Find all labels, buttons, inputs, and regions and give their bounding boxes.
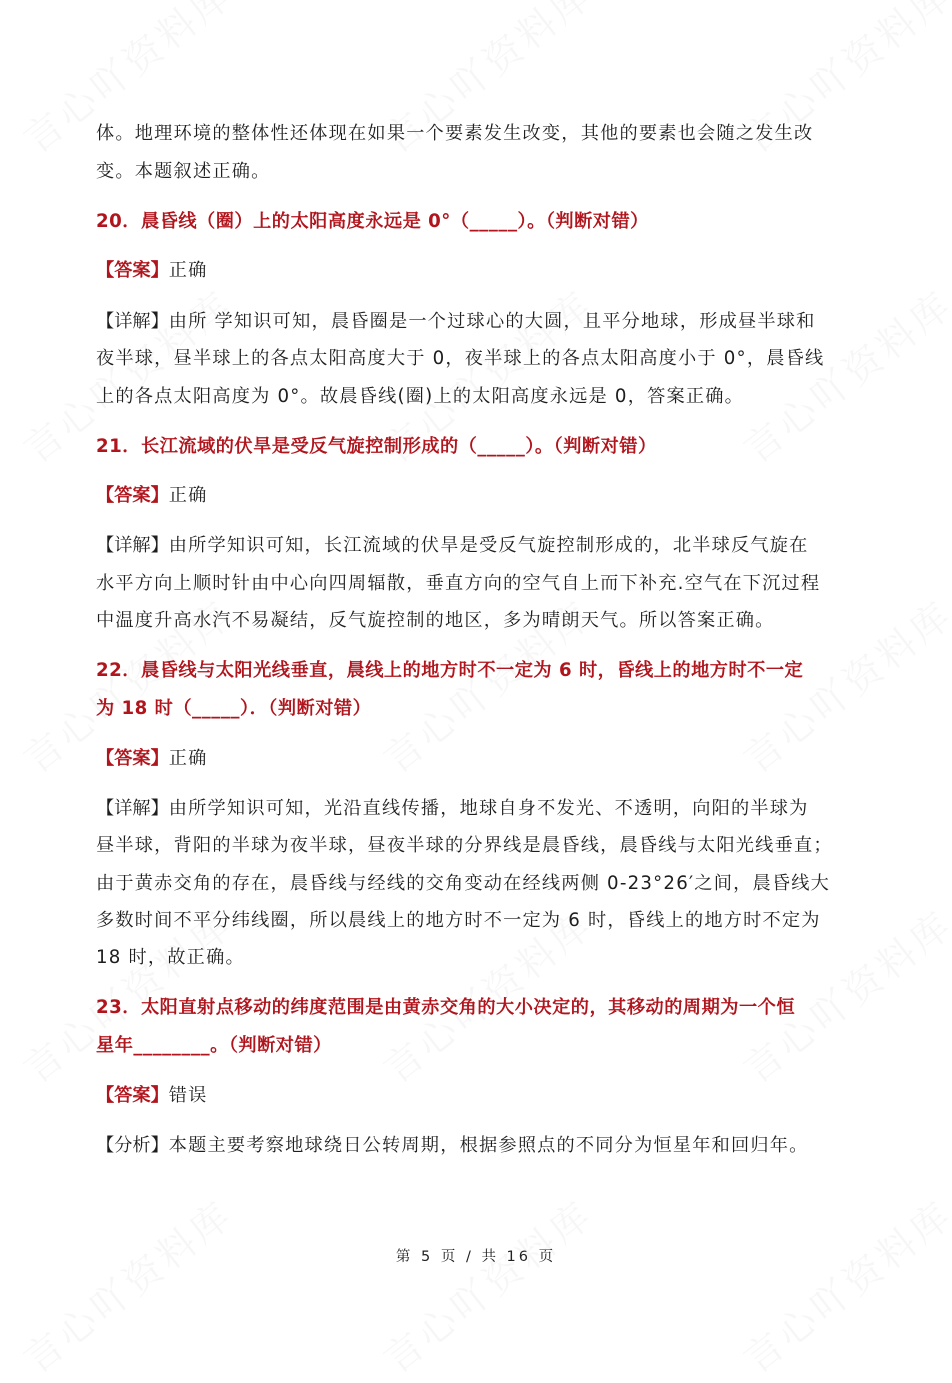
question-22-text: 为 18 时（_____）．（判断对错）: [96, 698, 372, 719]
question-21-explain-line: 【详解】由所学知识可知，长江流域的伏旱是受反气旋控制形成的，北半球反气旋在: [96, 535, 809, 556]
watermark: [730, 1185, 952, 1383]
question-22-explain-line: 【详解】由所学知识可知，光沿直线传播，地球自身不发光、不透明，向阳的半球为: [96, 798, 809, 819]
question-22-explain-line: 多数时间不平分纬线圈，所以晨线上的地方时不一定为 6 时，昏线上的地方时不定为: [96, 910, 821, 931]
continuation-line: 体。地理环境的整体性还体现在如果一个要素发生改变，其他的要素也会随之发生改: [96, 123, 814, 144]
explain-label: 【详解】: [96, 311, 169, 332]
answer-label: 【答案】: [96, 260, 169, 281]
answer-value: 错误: [168, 1085, 208, 1106]
answer-value: 正确: [168, 485, 208, 506]
question-23-text: 星年________。（判断对错）: [96, 1035, 332, 1056]
question-22-answer: [96, 746, 208, 772]
answer-label: 【答案】: [96, 1085, 169, 1106]
question-23-analysis-line: 【分析】本题主要考察地球绕日公转周期，根据参照点的不同分为恒星年和回归年。: [96, 1135, 809, 1156]
question-21-answer: [96, 483, 208, 509]
question-21-text: 21．长江流域的伏旱是受反气旋控制形成的（_____）。（判断对错）: [96, 436, 657, 457]
question-20-explain-line: 上的各点太阳高度为 0°。故晨昏线(圈)上的太阳高度永远是 0，答案正确。: [96, 386, 745, 407]
answer-value: 正确: [168, 260, 208, 281]
analysis-label: 【分析】: [96, 1135, 169, 1156]
question-22-explain-line: 昼半球，背阳的半球为夜半球，昼夜半球的分界线是晨昏线，晨昏线与太阳光线垂直；: [96, 835, 833, 856]
explain-label: 【详解】: [96, 535, 169, 556]
page-number-footer: 第 5 页 / 共 16 页: [395, 1249, 557, 1265]
question-22-text: 22．晨昏线与太阳光线垂直，晨线上的地方时不一定为 6 时，昏线上的地方时不一定: [96, 660, 804, 681]
question-23-answer: [96, 1083, 208, 1109]
question-22-explain-line: 18 时，故正确。: [96, 947, 245, 968]
watermark: [370, 1185, 602, 1383]
question-21-explain-line: 水平方向上顺时针由中心向四周辐散，垂直方向的空气自上而下补充.空气在下沉过程: [96, 573, 821, 594]
question-20-answer: [96, 258, 208, 284]
answer-label: 【答案】: [96, 485, 169, 506]
answer-value: 正确: [168, 748, 208, 769]
question-22-explain-line: 由于黄赤交角的存在，晨昏线与经线的交角变动在经线两侧 0-23°26′之间，晨昏线大: [96, 873, 831, 894]
answer-label: 【答案】: [96, 748, 169, 769]
explain-label: 【详解】: [96, 798, 169, 819]
question-21-explain-line: 中温度升高水汽不易凝结，反气旋控制的地区，多为晴朗天气。所以答案正确。: [96, 610, 775, 631]
question-23-text: 23．太阳直射点移动的纬度范围是由黄赤交角的大小决定的，其移动的周期为一个恒: [96, 997, 796, 1018]
question-20-text: 20．晨昏线（圈）上的太阳高度永远是 0°（_____）。（判断对错）: [96, 211, 649, 232]
continuation-line: 变。本题叙述正确。: [96, 161, 271, 182]
question-20-explain-line: 【详解】由所 学知识可知，晨昏圈是一个过球心的大圆，且平分地球，形成昼半球和: [96, 311, 816, 332]
watermark: [730, 275, 952, 473]
watermark: [10, 1185, 242, 1383]
question-20-explain-line: 夜半球，昼半球上的各点太阳高度大于 0，夜半球上的各点太阳高度小于 0°，晨昏线: [96, 348, 825, 369]
